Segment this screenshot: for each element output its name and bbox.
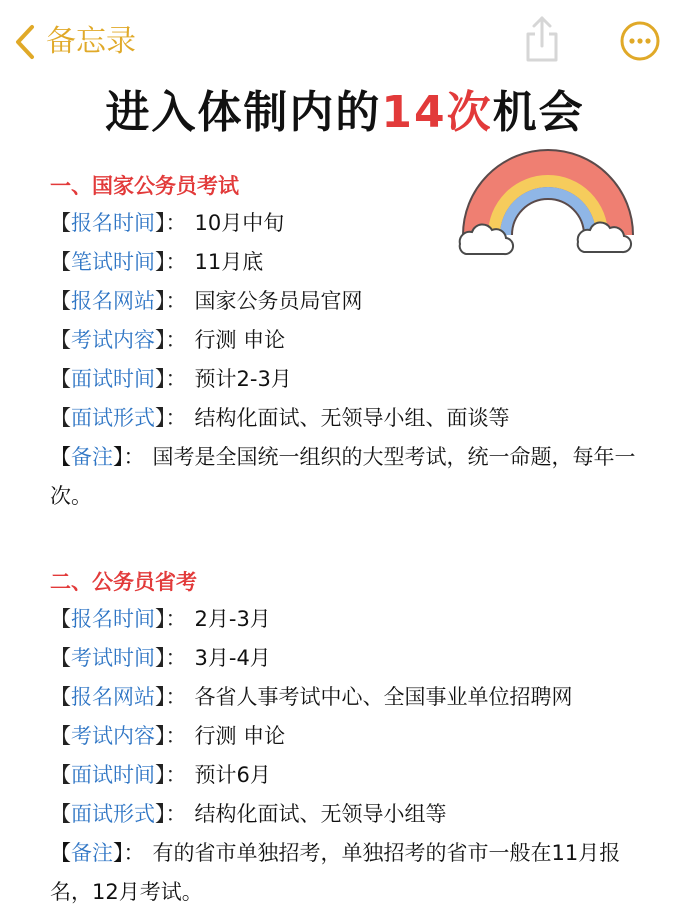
row-label: 报名时间 xyxy=(71,607,155,631)
bracket-open: 【 xyxy=(50,367,71,391)
bracket-close: 】： xyxy=(155,802,187,826)
more-icon xyxy=(619,47,661,66)
row-label: 考试时间 xyxy=(71,646,155,670)
bracket-close: 】： xyxy=(113,841,145,865)
row-label: 报名网站 xyxy=(71,685,155,709)
bracket-close: 】： xyxy=(155,250,187,274)
row-value: 行测 申论 xyxy=(194,724,286,748)
bracket-open: 【 xyxy=(50,328,71,352)
bracket-open: 【 xyxy=(50,445,71,469)
note-label: 备注 xyxy=(71,445,113,469)
top-toolbar xyxy=(0,0,690,80)
info-row xyxy=(50,360,650,399)
row-value: 各省人事考试中心、全国事业单位招聘网 xyxy=(194,685,573,709)
note-row xyxy=(50,834,650,912)
row-value: 行测 申论 xyxy=(194,328,286,352)
section-gap xyxy=(50,516,650,564)
section-heading: 二、公务员省考 xyxy=(50,570,197,594)
bracket-close: 】： xyxy=(155,289,187,313)
note-row xyxy=(50,438,650,516)
info-row xyxy=(50,678,650,717)
row-value: 10月中旬 xyxy=(194,211,285,235)
row-label: 报名时间 xyxy=(71,211,155,235)
bracket-close: 】： xyxy=(155,328,187,352)
info-row xyxy=(50,795,650,834)
back-label: 备忘录 xyxy=(46,24,136,59)
bracket-close: 】： xyxy=(155,763,187,787)
note-label: 备注 xyxy=(71,841,113,865)
share-icon xyxy=(522,49,562,68)
row-label: 面试时间 xyxy=(71,367,155,391)
row-label: 报名网站 xyxy=(71,289,155,313)
bracket-open: 【 xyxy=(50,802,71,826)
bracket-open: 【 xyxy=(50,406,71,430)
info-row xyxy=(50,600,650,639)
row-value: 11月底 xyxy=(194,250,264,274)
bracket-close: 】： xyxy=(155,607,187,631)
bracket-open: 【 xyxy=(50,841,71,865)
info-row xyxy=(50,321,650,360)
row-value: 预计6月 xyxy=(194,763,271,787)
bracket-close: 】： xyxy=(155,646,187,670)
bracket-close: 】： xyxy=(113,445,145,469)
chevron-left-icon xyxy=(14,24,36,60)
note-text: 国考是全国统一组织的大型考试，统一命题，每年一次。 xyxy=(50,445,636,508)
back-button[interactable] xyxy=(14,22,136,62)
info-row xyxy=(50,717,650,756)
info-row xyxy=(50,639,650,678)
note-text: 有的省市单独招考，单独招考的省市一般在11月报名，12月考试。 xyxy=(50,841,621,904)
more-button[interactable] xyxy=(619,20,661,62)
row-value: 2月-3月 xyxy=(194,607,271,631)
bracket-open: 【 xyxy=(50,724,71,748)
bracket-open: 【 xyxy=(50,763,71,787)
bracket-close: 】： xyxy=(155,367,187,391)
row-label: 面试形式 xyxy=(71,406,155,430)
section-heading: 一、国家公务员考试 xyxy=(50,174,239,198)
bracket-close: 】： xyxy=(155,724,187,748)
row-value: 结构化面试、无领导小组等 xyxy=(194,802,447,826)
title-highlight: 14次 xyxy=(381,87,493,138)
row-label: 笔试时间 xyxy=(71,250,155,274)
row-label: 考试内容 xyxy=(71,328,155,352)
memo-body xyxy=(50,168,650,912)
row-value: 3月-4月 xyxy=(194,646,271,670)
bracket-close: 】： xyxy=(155,211,187,235)
row-value: 国家公务员局官网 xyxy=(194,289,363,313)
row-value: 预计2-3月 xyxy=(194,367,292,391)
bracket-open: 【 xyxy=(50,685,71,709)
bracket-open: 【 xyxy=(50,250,71,274)
info-row xyxy=(50,399,650,438)
bracket-close: 】： xyxy=(155,685,187,709)
bracket-open: 【 xyxy=(50,289,71,313)
title-text-start: 进入体制内的 xyxy=(105,87,382,138)
share-button[interactable] xyxy=(522,14,562,64)
info-row xyxy=(50,282,650,321)
title-text-end: 机会 xyxy=(492,87,585,138)
page-title xyxy=(0,85,690,141)
bracket-close: 】： xyxy=(155,406,187,430)
bracket-open: 【 xyxy=(50,211,71,235)
bracket-open: 【 xyxy=(50,607,71,631)
info-row xyxy=(50,243,650,282)
bracket-open: 【 xyxy=(50,646,71,670)
info-row xyxy=(50,204,650,243)
row-label: 面试时间 xyxy=(71,763,155,787)
row-label: 面试形式 xyxy=(71,802,155,826)
info-row xyxy=(50,756,650,795)
row-value: 结构化面试、无领导小组、面谈等 xyxy=(194,406,510,430)
row-label: 考试内容 xyxy=(71,724,155,748)
